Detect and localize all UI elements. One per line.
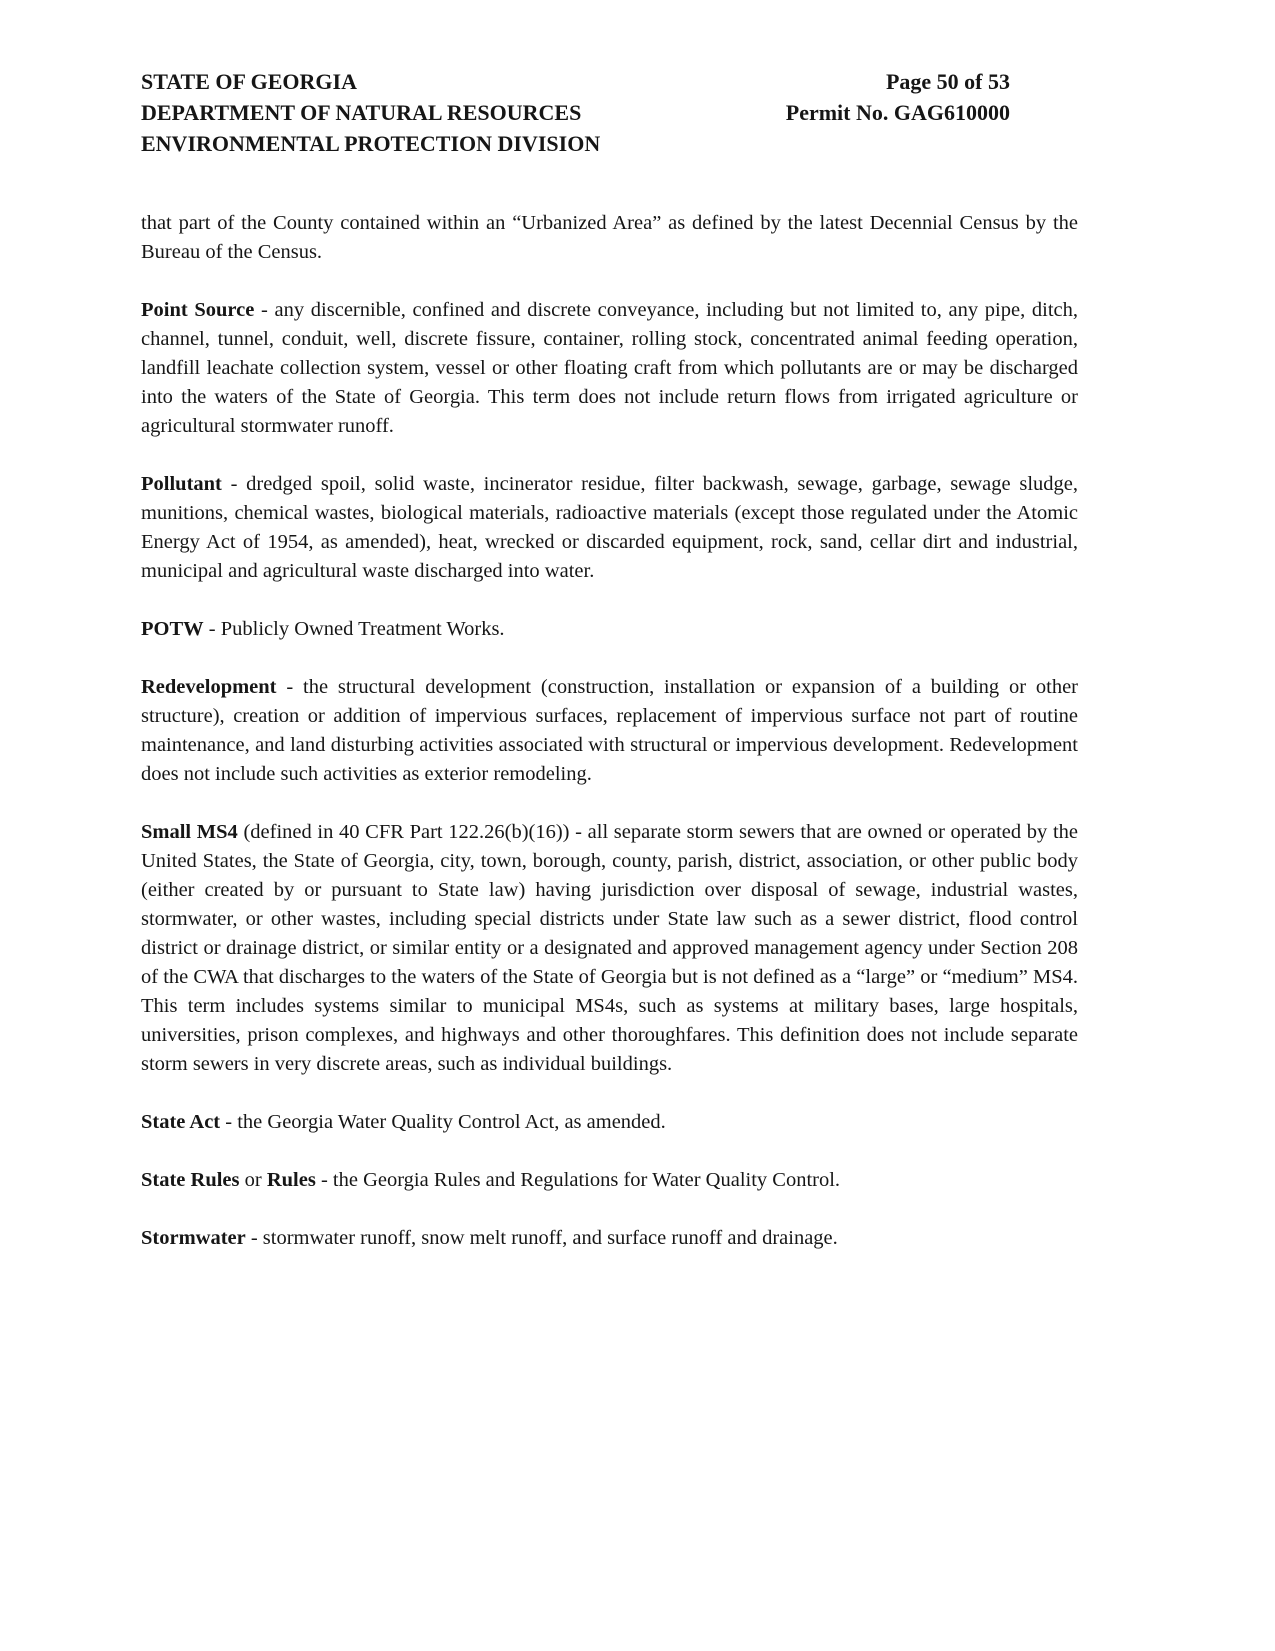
paragraph-text: or <box>239 1169 267 1191</box>
agency-block <box>141 66 600 159</box>
paragraph-redevelopment <box>141 673 1078 789</box>
term-state-rules: State Rules <box>141 1169 240 1191</box>
term-pollutant: Pollutant <box>141 473 222 495</box>
paragraph-point-source <box>141 296 1078 441</box>
paragraph-text: - any discernible, confined and discrete conveyance, including but not limited to, any pipe, ditch, channel, tunnel, conduit, well, discrete fissure, container, rolling stock, concentrated animal feeding operation, landfill leachate collection system, vessel or other floating craft from which pollutants are or may be discharged into the waters of the State of Georgia. This term does not include return flows from irrigated agriculture or agricultural stormwater runoff. <box>141 299 1078 437</box>
paragraph-potw <box>141 615 1078 644</box>
term-point-source: Point Source <box>141 299 255 321</box>
paragraph-text: - the Georgia Water Quality Control Act, as amended. <box>220 1111 666 1133</box>
term-small-ms4: Small MS4 <box>141 821 238 843</box>
paragraph-stormwater <box>141 1224 1078 1253</box>
term-potw: POTW <box>141 618 204 640</box>
term-redevelopment: Redevelopment <box>141 676 277 698</box>
page-header <box>141 66 1078 159</box>
paragraph-text: - stormwater runoff, snow melt runoff, and surface runoff and drainage. <box>245 1227 838 1249</box>
paragraph-text: (defined in 40 CFR Part 122.26(b)(16)) - all separate storm sewers that are owned or operated by the United States, the State of Georgia, city, town, borough, county, parish, district, association, or other public body (either created by or pursuant to State law) having jurisdiction over disposal of sewage, industrial wastes, stormwater, or other wastes, including special districts under State law such as a sewer district, flood control district or drainage district, or similar entity or a designated and approved management agency under Section 208 of the CWA that discharges to the waters of the State of Georgia but is not defined as a “large” or “medium” MS4. This term includes systems similar to municipal MS4s, such as systems at military bases, large hospitals, universities, prison complexes, and highways and other thoroughfares. This definition does not include separate storm sewers in very discrete areas, such as individual buildings. <box>141 821 1078 1075</box>
paragraph-text: - dredged spoil, solid waste, incinerator residue, filter backwash, sewage, garbage, sewage sludge, munitions, chemical wastes, biological materials, radioactive materials (except those regulated under the Atomic Energy Act of 1954, as amended), heat, wrecked or discarded equipment, rock, sand, cellar dirt and industrial, municipal and agricultural waste discharged into water. <box>141 473 1078 582</box>
term-rules: Rules <box>266 1169 316 1191</box>
agency-line-state: STATE OF GEORGIA <box>141 69 357 94</box>
paragraph-state-act <box>141 1108 1078 1137</box>
paragraph-text: that part of the County contained within an “Urbanized Area” as defined by the latest Decennial Census by the Bureau of the Census. <box>141 212 1078 263</box>
paragraph-pollutant <box>141 470 1078 586</box>
paragraph-state-rules <box>141 1166 1078 1195</box>
paragraph-text: - Publicly Owned Treatment Works. <box>203 618 505 640</box>
page-info-block <box>786 66 1010 128</box>
paragraph-small-ms4 <box>141 818 1078 1079</box>
paragraph-urbanized-area-continuation <box>141 209 1078 267</box>
term-stormwater: Stormwater <box>141 1227 246 1249</box>
permit-number-label: Permit No. GAG610000 <box>785 100 1010 125</box>
term-state-act: State Act <box>141 1111 221 1133</box>
agency-line-division: ENVIRONMENTAL PROTECTION DIVISION <box>141 131 601 156</box>
agency-line-department: DEPARTMENT OF NATURAL RESOURCES <box>141 100 582 125</box>
definitions-body <box>141 209 1078 1253</box>
page-number-label: Page 50 of 53 <box>885 69 1010 94</box>
paragraph-text: - the structural development (construction, installation or expansion of a building or other structure), creation or addition of impervious surfaces, replacement of impervious surface not part of routine maintenance, and land disturbing activities associated with structural or impervious development. Redevelopment does not include such activities as exterior remodeling. <box>141 676 1078 785</box>
paragraph-text: - the Georgia Rules and Regulations for Water Quality Control. <box>315 1169 841 1191</box>
